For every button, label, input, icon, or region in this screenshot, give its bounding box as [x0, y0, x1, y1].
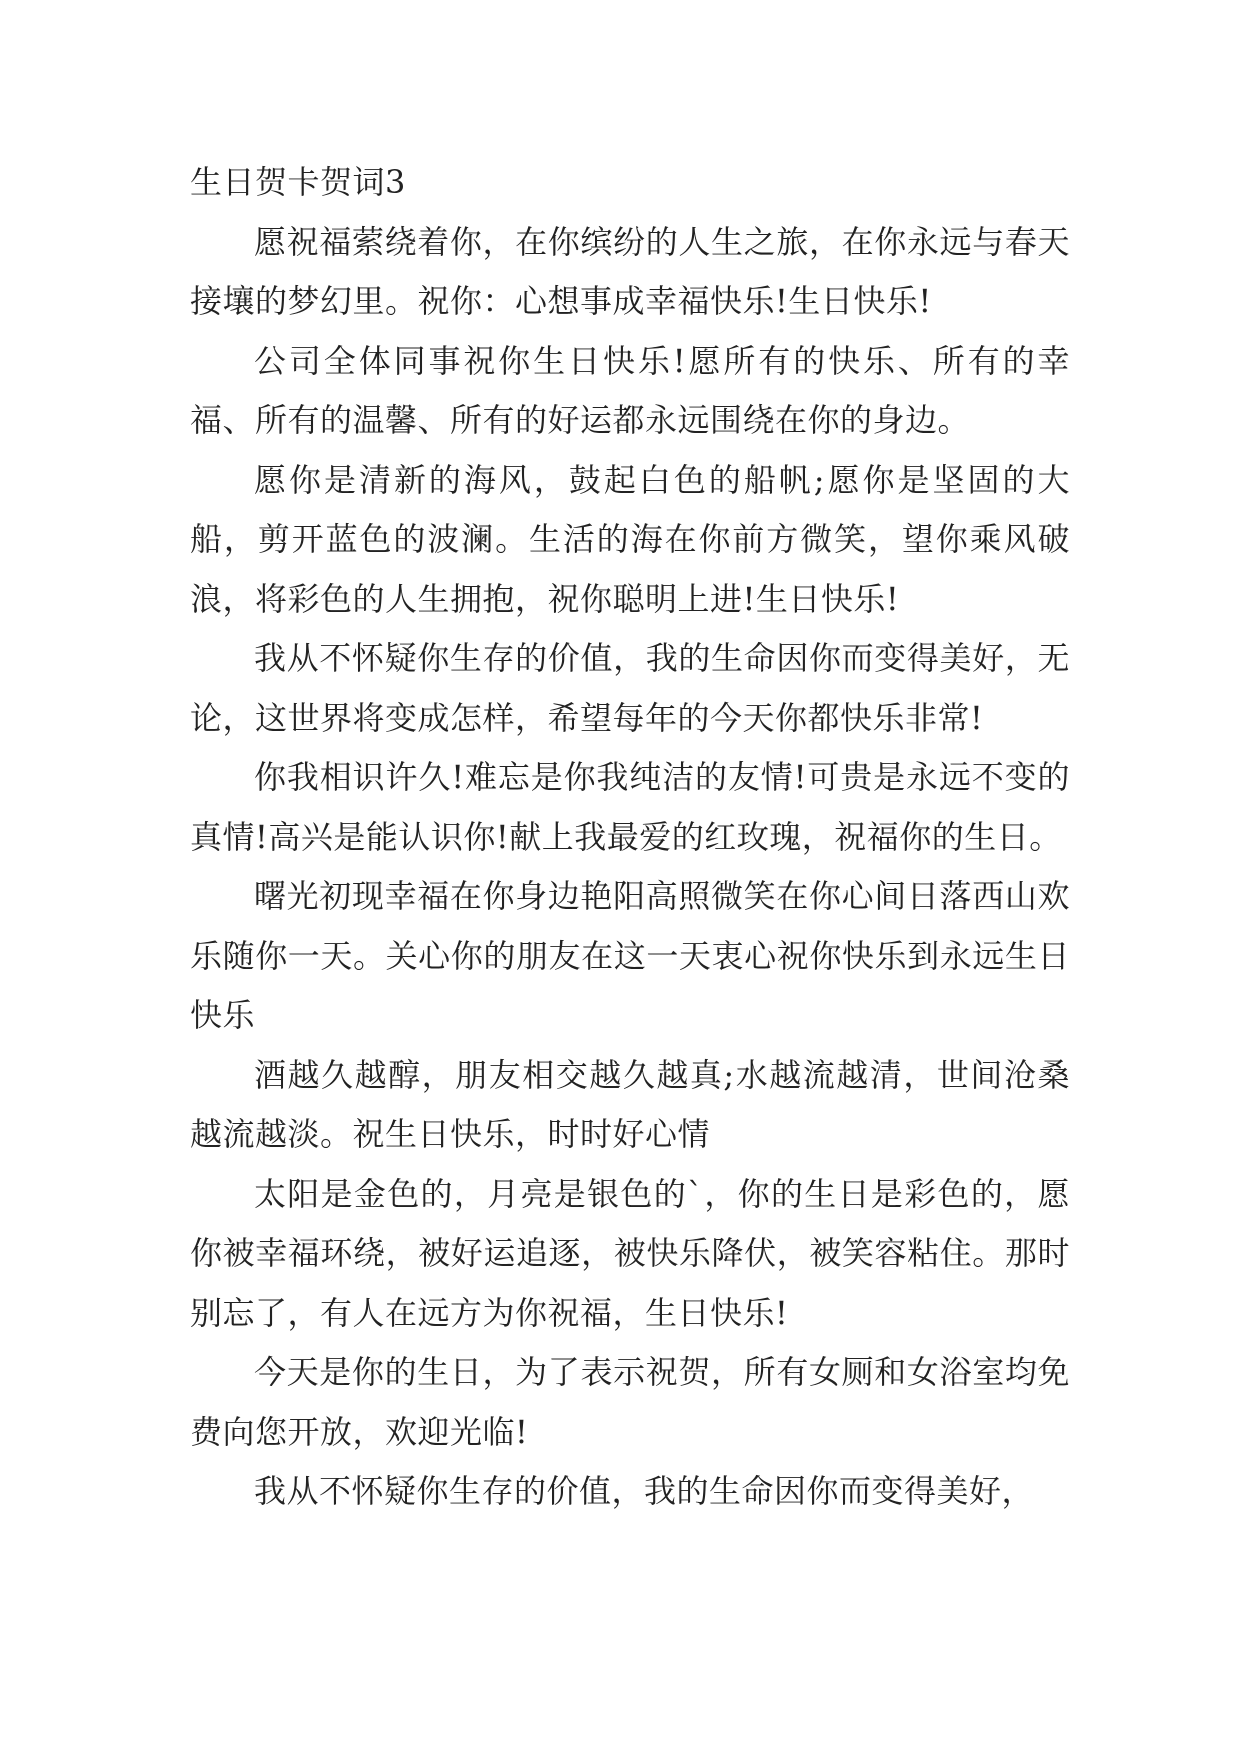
paragraph-3: 愿你是清新的海风，鼓起白色的船帆;愿你是坚固的大船，剪开蓝色的波澜。生活的海在你前方微笑，望你乘风破浪，将彩色的人生拥抱，祝你聪明上进!生日快乐!: [190, 460, 1070, 618]
document-body: [190, 153, 1070, 1522]
paragraph-5: 你我相识许久!难忘是你我纯洁的友情!可贵是永远不变的真情!高兴是能认识你!献上我最爱的红玫瑰，祝福你的生日。: [190, 758, 1070, 856]
paragraph-7: 酒越久越醇，朋友相交越久越真;水越流越清，世间沧桑越流越淡。祝生日快乐，时时好心情: [190, 1055, 1070, 1153]
paragraph-10: 我从不怀疑你生存的价值，我的生命因你而变得美好，: [254, 1472, 1035, 1510]
paragraph-8: 太阳是金色的，月亮是银色的`，你的生日是彩色的，愿你被幸福环绕，被好运追逐，被快乐降伏，被笑容粘住。那时别忘了，有人在远方为你祝福，生日快乐!: [190, 1174, 1070, 1332]
document-title: 生日贺卡贺词3: [190, 163, 406, 201]
paragraph-9: 今天是你的生日，为了表示祝贺，所有女厕和女浴室均免费向您开放，欢迎光临!: [190, 1353, 1070, 1451]
paragraph-2: 公司全体同事祝你生日快乐!愿所有的快乐、所有的幸福、所有的温馨、所有的好运都永远围绕在你的身边。: [190, 341, 1070, 439]
paragraph-6: 曙光初现幸福在你身边艳阳高照微笑在你心间日落西山欢乐随你一天。关心你的朋友在这一天衷心祝你快乐到永远生日快乐: [190, 877, 1070, 1034]
paragraph-1: 愿祝福萦绕着你，在你缤纷的人生之旅，在你永远与春天接壤的梦幻里。祝你：心想事成幸福快乐!生日快乐!: [190, 222, 1070, 320]
paragraph-4: 我从不怀疑你生存的价值，我的生命因你而变得美好，无论，这世界将变成怎样，希望每年的今天你都快乐非常!: [190, 639, 1070, 737]
